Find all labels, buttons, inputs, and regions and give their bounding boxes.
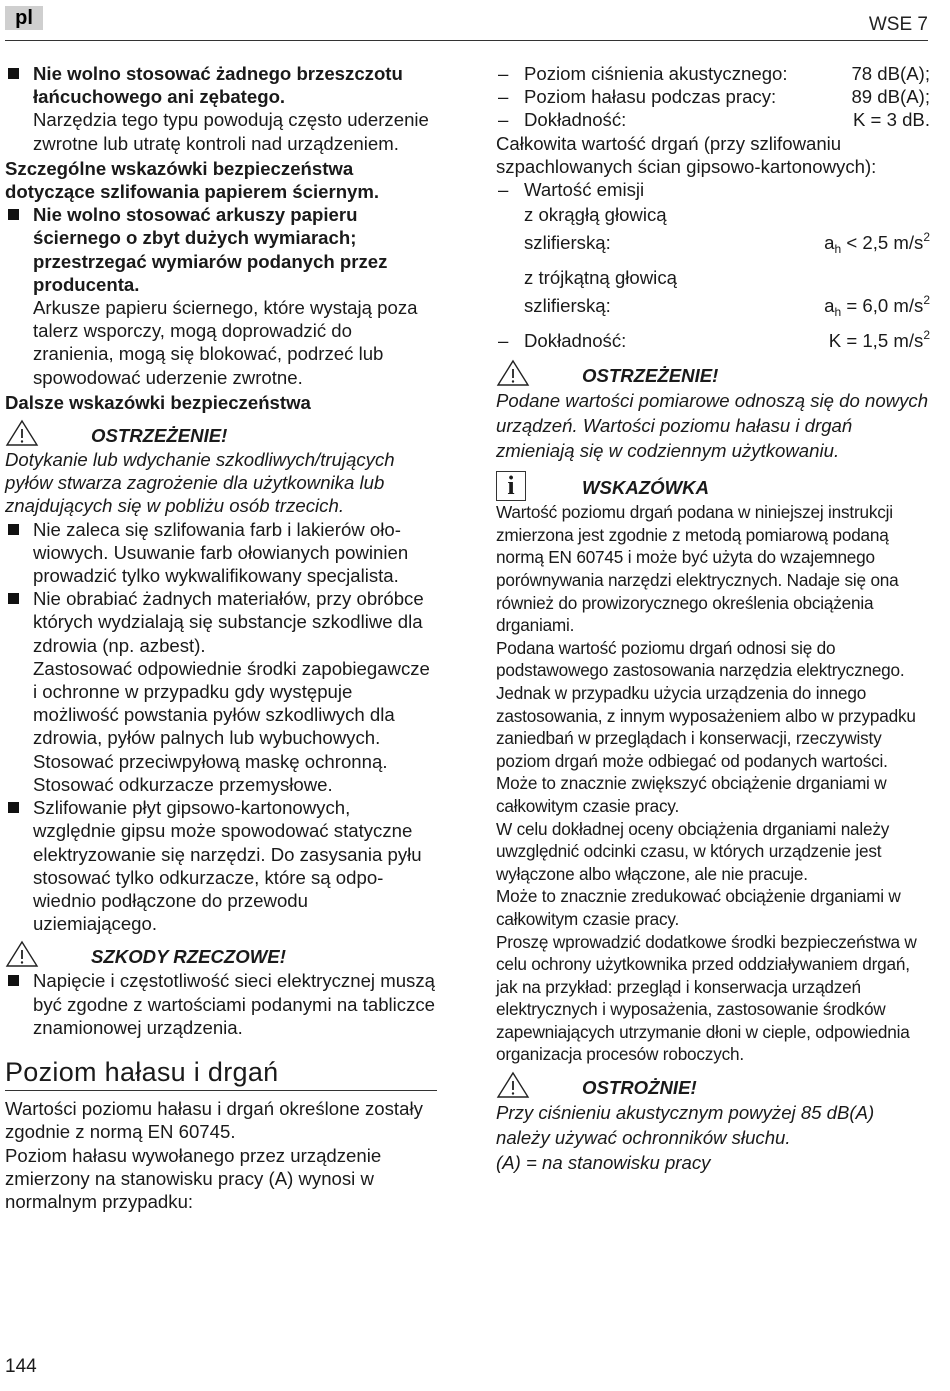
spec-sublabel: z okrągłą głowicą xyxy=(524,204,667,226)
spec-label: szlifierską: xyxy=(524,232,611,254)
caution-header xyxy=(5,941,437,969)
spec-row: – Wartość emisji xyxy=(496,178,930,201)
warning-triangle-icon xyxy=(496,1071,530,1099)
spec-label: Dokładność: xyxy=(524,330,627,352)
spec-row: – Dokładność: K = 1,5 $m/s^2$ xyxy=(496,327,930,354)
caution-text: (A) = na stanowisku pracy xyxy=(496,1152,711,1174)
bullet-bold-text: Nie wolno stosować żadnego brzeszczotu łańcuchowego ani zębatego. xyxy=(33,63,403,108)
model-name: WSE 7 xyxy=(868,14,928,35)
bullet-text: Nie zaleca się szlifowania farb i lakierów ołowiowych. Usuwanie farb ołowianych powinien prowadzić tylko wykwalifikowany specjalista. xyxy=(33,518,409,587)
warning-triangle-icon xyxy=(5,940,39,968)
paragraph: Proszę wprowadzić dodatkowe środki bezpieczeństwa w celu ochrony użytkownika przed oddziaływaniem drgań, jak na przykład: przegląd i konserwacja urządzeń elektrycznych i wyposażenia, zastosowanie środków zapewniających utrzymanie dłoni w cieple, odpowiednia organizacja procesów roboczych. xyxy=(496,931,917,1065)
caution-label: OSTROŻNIE! xyxy=(582,1077,697,1099)
bullet-text: Napięcie i częstotliwość sieci elektrycznej muszą być zgodne z wartościami podanymi na tabliczce znamionowej urządzenia. xyxy=(33,970,436,1038)
warning-triangle-icon xyxy=(496,359,530,387)
warning-text: Podane wartości pomiarowe odnoszą się do nowych urządzeń. Wartości poziomu hałasu i drgań zmieniają się w codziennym użytkowaniu. xyxy=(496,390,929,462)
bullet-text: Szlifowanie płyt gipsowo-kartonowych, względnie gipsu może spowodować statyczne elektryzowanie się narzędzi. Do zasysania pyłu stosować tylko odkurzacze, które są odpowiednio podłączone do przewodu uziemiającego. xyxy=(33,797,422,935)
spec-value: $a_h < 2,5$ $m/s^2$ xyxy=(824,230,930,257)
spec-sublabel: z trójkątną głowicą xyxy=(524,267,677,289)
section-heading: Dalsze wskazówki bezpieczeństwa xyxy=(5,391,311,413)
bullet-text: Nie obrabiać żadnych materiałów, przy obróbce których wydzialają się substancje szkodliwe dla zdrowia (np. azbest). xyxy=(33,588,424,656)
bullet-item xyxy=(5,62,437,155)
header-divider xyxy=(5,40,928,41)
right-column xyxy=(496,62,930,1175)
spec-label: szlifierską: xyxy=(524,295,611,317)
caution-label: SZKODY RZECZOWE! xyxy=(91,946,286,968)
bullet-text: Arkusze papieru ściernego, które wystają poza talerz wsporczy, mogą doprowadzić do zranienia, mogą się blokować, podrzeć lub spowodować uderzenie zwrotne. xyxy=(33,297,418,388)
paragraph: Całkowita wartość drgań (przy szlifowaniu szpachlowanych ścian gipsowo-kartonowych): xyxy=(496,132,877,177)
spec-label: Dokładność: xyxy=(524,109,627,131)
bullet-item xyxy=(5,518,437,588)
spec-value: K = 3 dB. xyxy=(852,109,930,131)
spec-value: 89 dB(A); xyxy=(851,86,930,108)
paragraph: Może to znacznie zwiększyć obciążenie drganiami w całkowitym czasie pracy. xyxy=(496,773,887,816)
bullet-text: Zastosować odpowiednie środki zapobiegawcze i ochronne w przypadku gdy występuje możliwość powstania pyłów szkodliwych dla zdrowia, pyłów palnych lub wybuchowych. Stosować przeciwpyłową maskę ochronną. Stosować odkurzacze przemysłowe. xyxy=(33,657,430,795)
bullet-square-icon xyxy=(8,593,19,604)
warning-triangle-icon xyxy=(5,419,39,447)
paragraph: Może to znacznie zredukować obciążenie drganiami w całkowitym czasie pracy. xyxy=(496,886,901,929)
bullet-square-icon xyxy=(8,975,19,986)
bullet-square-icon xyxy=(8,209,19,220)
bullet-bold-text: Nie wolno stosować arkuszy papieru ściernego o zbyt dużych wymiarach; przestrzegać wymiarów podanych przez producenta. xyxy=(33,204,388,295)
spec-label: Poziom ciśnienia akustycznego: xyxy=(524,63,788,84)
spec-row xyxy=(496,228,930,264)
spec-value: 78 dB(A); xyxy=(851,63,930,84)
spec-label: Poziom hałasu podczas pracy: xyxy=(524,86,777,108)
paragraph: Wartości poziomu hałasu i drgań określone zostały zgodnie z normą EN 60745. xyxy=(5,1098,423,1143)
bullet-square-icon xyxy=(8,524,19,535)
paragraph: Poziom hałasu wywołanego przez urządzenie zmierzony na stanowisku pracy (A) wynosi w normalnym przypadku: xyxy=(5,1144,382,1212)
section-title: Poziom hałasu i drgań xyxy=(5,1061,437,1091)
paragraph: Wartość poziomu drgań podana w niniejszej instrukcji zmierzona jest zgodnie z metodą pomiarową podaną normą EN 60745 i może być użyta do wzajemnego porównywania narzędzi elektrycznych. Nadaje się ona również do prowizorycznego określenia obciążenia drganiami. xyxy=(496,502,899,636)
caution-text: Przy ciśnieniu akustycznym powyżej 85 dB(A) należy używać ochronników słuchu. xyxy=(496,1102,875,1149)
info-icon: i xyxy=(496,471,526,501)
warning-header xyxy=(496,360,930,388)
info-label: WSKAZÓWKA xyxy=(582,477,710,499)
spec-row: – Poziom hałasu podczas pracy: 89 dB(A); xyxy=(498,86,930,108)
bullet-item xyxy=(5,203,437,389)
bullet-square-icon xyxy=(8,802,19,813)
bullet-item xyxy=(5,969,437,1039)
caution-header xyxy=(496,1072,930,1100)
spec-row xyxy=(496,291,930,327)
spec-label: Wartość emisji xyxy=(524,179,645,201)
info-body xyxy=(496,501,930,1066)
left-column xyxy=(5,62,437,1213)
paragraph: W celu dokładnej oceny obciążenia drganiami należy uwzględnić odcinki czasu, w których urządzenie jest wyłączone albo włączone, ale nie pracuje. xyxy=(496,818,890,884)
info-header xyxy=(496,471,930,501)
section-heading: Szczególne wskazówki bezpieczeństwa dotyczące szlifowania papierem ściernym. xyxy=(5,157,380,203)
warning-label: OSTRZEŻENIE! xyxy=(582,365,719,387)
spec-value: K = 1,5 $m/s^2$ xyxy=(828,328,930,352)
bullet-text: Narzędzia tego typu powodują często uderzenie zwrotne lub utratę kontroli nad urządzeniem. xyxy=(33,109,429,154)
spec-row: – Poziom ciśnienia akustycznego: 78 dB(A); xyxy=(498,63,930,84)
paragraph: Podana wartość poziomu drgań odnosi się do podstawowego zastosowania narzędzia elektrycznego. Jednak w przypadku użycia urządzenia do innego zastosowania, z innym wyposażeniem albo w przypadku zaniedbań w przeglądach i konserwacji, rzeczywisty poziom drgań może odbiegać od podanych wartości. xyxy=(496,637,916,771)
warning-label: OSTRZEŻENIE! xyxy=(91,425,228,447)
spec-row: – Dokładność: K = 3 dB. xyxy=(498,109,930,131)
language-badge: pl xyxy=(5,6,43,30)
warning-text: Dotykanie lub wdychanie szkodliwych/trujących pyłów stwarza zagrożenie dla użytkownika lub znajdujących się w pobliżu osób trzecich. xyxy=(5,449,395,517)
spec-value: $a_h = 6,0$ $m/s^2$ xyxy=(824,293,930,320)
bullet-square-icon xyxy=(8,68,19,79)
page-number: 144 xyxy=(5,1356,37,1377)
warning-header xyxy=(5,420,437,448)
bullet-item xyxy=(5,796,437,935)
bullet-item xyxy=(5,587,437,796)
